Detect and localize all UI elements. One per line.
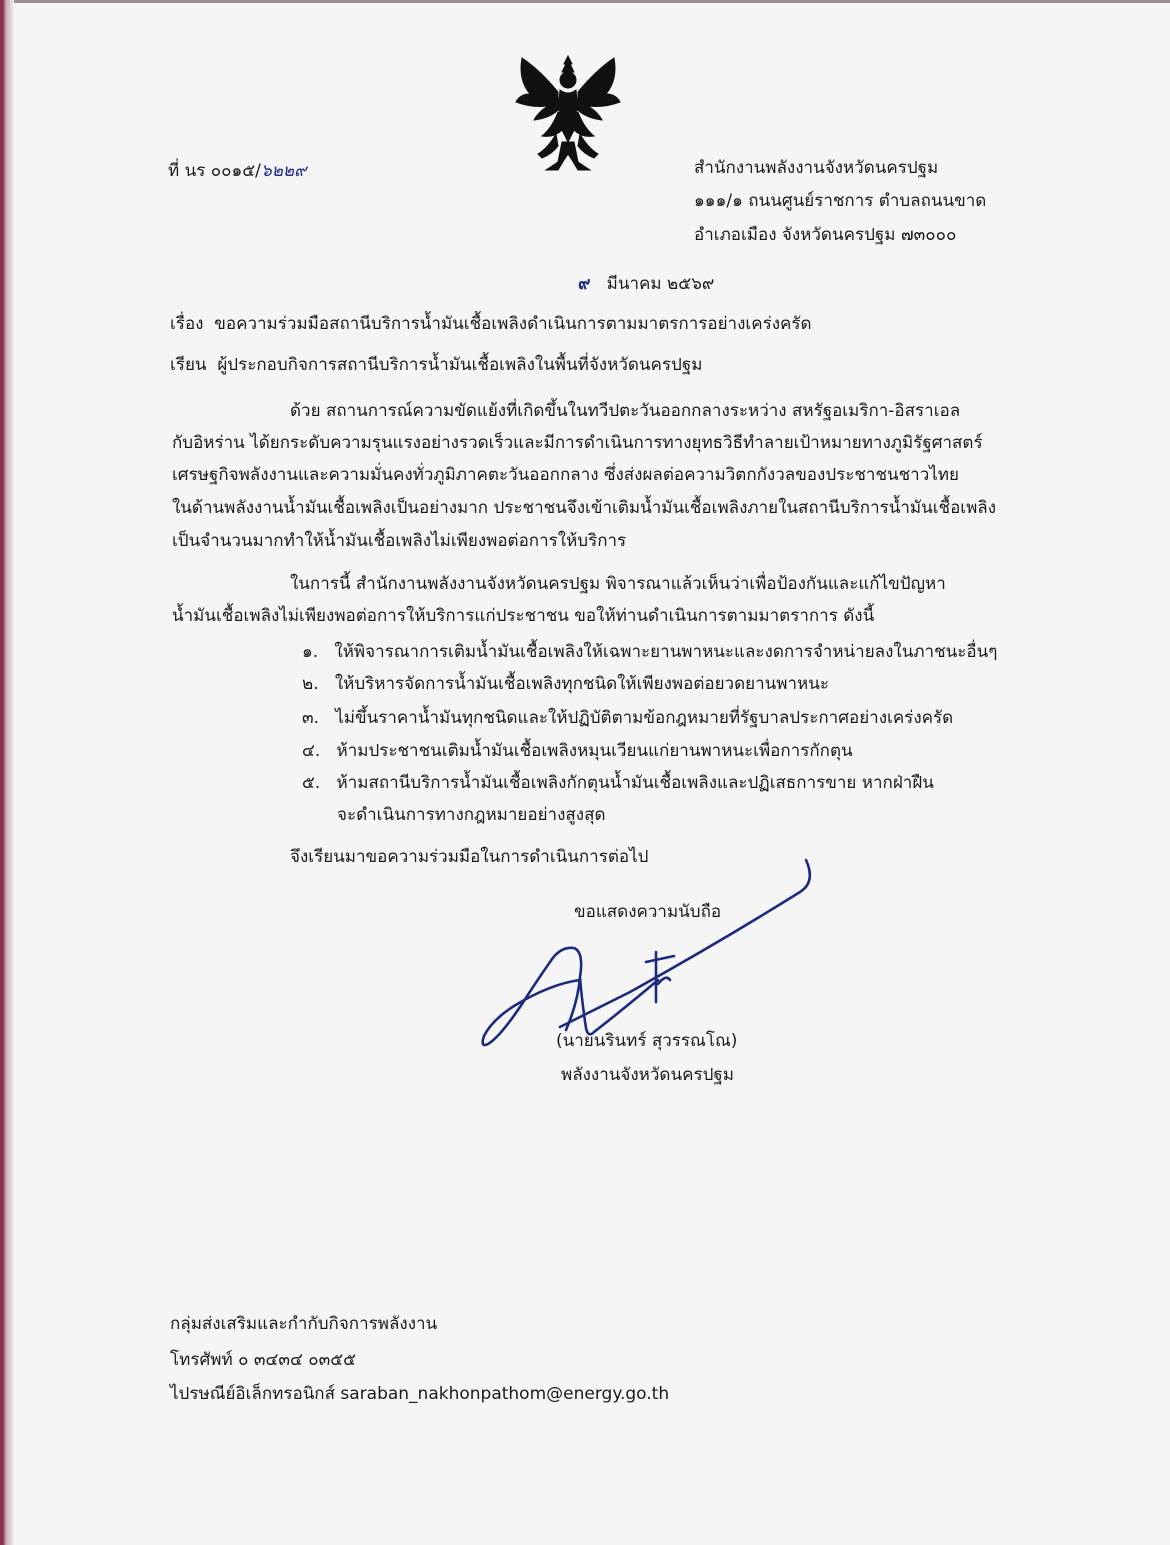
- footer-email: ไปรษณีย์อิเล็กทรอนิกส์ saraban_nakhonpathom@energy.go.th: [170, 1384, 670, 1404]
- paragraph1-line: เศรษฐกิจพลังงานและความมั่นคงทั่วภูมิภาคตะวันออกกลาง ซึ่งส่งผลต่อความวิตกกังวลของประชาชนชาวไทย: [172, 465, 959, 485]
- measure-number: ๑.: [302, 642, 319, 662]
- measure-item: [302, 772, 934, 794]
- paragraph1-line: เป็นจำนวนมากทำให้น้ำมันเชื้อเพลิงไม่เพียงพอต่อการให้บริการ: [172, 531, 627, 551]
- salutation: ขอแสดงความนับถือ: [574, 902, 722, 922]
- office-name: สำนักงานพลังงานจังหวัดนครปฐม: [694, 158, 939, 178]
- measure-number: ๔.: [302, 741, 321, 761]
- letter-date: [578, 273, 714, 295]
- recipient-text: ผู้ประกอบกิจการสถานีบริการน้ำมันเชื้อเพลิงในพื้นที่จังหวัดนครปฐม: [217, 355, 703, 375]
- paragraph2-line: ในการนี้ สำนักงานพลังงานจังหวัดนครปฐม พิจารณาแล้วเห็นว่าเพื่อป้องกันและแก้ไขปัญหา: [290, 574, 946, 594]
- measure-item: [302, 641, 997, 663]
- measure-text: ไม่ขึ้นราคาน้ำมันทุกชนิดและให้ปฏิบัติตามข้อกฎหมายที่รัฐบาลประกาศอย่างเคร่งครัด: [335, 708, 954, 728]
- date-month-year: มีนาคม ๒๕๖๙: [606, 274, 715, 294]
- subject-text: ขอความร่วมมือสถานีบริการน้ำมันเชื้อเพลิงดำเนินการตามมาตรการอย่างเคร่งครัด: [214, 314, 812, 334]
- measure-item: [302, 707, 953, 729]
- footer-division: กลุ่มส่งเสริมและกำกับกิจการพลังงาน: [170, 1314, 438, 1334]
- measure-number: ๕.: [302, 773, 321, 793]
- signatory-position: พลังงานจังหวัดนครปฐม: [561, 1065, 734, 1085]
- paragraph1-line: กับอิหร่าน ได้ยกระดับความรุนแรงอย่างรวดเร็วและมีการดำเนินการทางยุทธวิธีทำลายเป้าหมายทางภูมิรัฐศาสตร์: [172, 433, 983, 453]
- office-address-line1: ๑๑๑/๑ ถนนศูนย์ราชการ ตำบลถนนขาด: [694, 191, 987, 211]
- subject-line: [170, 313, 812, 335]
- paragraph1-line: ด้วย สถานการณ์ความขัดแย้งที่เกิดขึ้นในทวีปตะวันออกกลางระหว่าง สหรัฐอเมริกา-อิสราเอล: [290, 401, 961, 421]
- measure-text: ให้พิจารณาการเติมน้ำมันเชื้อเพลิงให้เฉพาะยานพาหนะและงดการจำหน่ายลงในภาชนะอื่นๆ: [334, 642, 998, 662]
- recipient-label: เรียน: [170, 355, 207, 375]
- paragraph1-line: ในด้านพลังงานน้ำมันเชื้อเพลิงเป็นอย่างมาก ประชาชนจึงเข้าเติมน้ำมันเชื้อเพลิงภายในสถานีบริการน้ำมันเชื้อเพลิง: [172, 498, 997, 518]
- office-address-line2: อำเภอเมือง จังหวัดนครปฐม ๗๓๐๐๐: [694, 225, 957, 245]
- measure-number: ๒.: [302, 674, 319, 694]
- measure-number: ๓.: [302, 708, 320, 728]
- garuda-emblem: [512, 50, 624, 176]
- subject-label: เรื่อง: [170, 314, 204, 334]
- closing-request: จึงเรียนมาขอความร่วมมือในการดำเนินการต่อไป: [290, 847, 649, 867]
- document-number-label: ที่ นร ๐๐๑๕/: [168, 161, 261, 181]
- document-number-handwritten: ๖๒๒๙: [260, 161, 307, 181]
- measure-item: [302, 673, 829, 695]
- measure-item: [302, 740, 853, 762]
- footer-phone: โทรศัพท์ ๐ ๓๔๓๔ ๐๓๕๕: [170, 1350, 356, 1370]
- measure-text: ห้ามประชาชนเติมน้ำมันเชื้อเพลิงหมุนเวียนแก่ยานพาหนะเพื่อการกักตุน: [336, 741, 853, 761]
- recipient-line: [170, 354, 702, 376]
- measure-text: ห้ามสถานีบริการน้ำมันเชื้อเพลิงกักตุนน้ำมันเชื้อเพลิงและปฏิเสธการขาย หากฝ่าฝืน: [336, 773, 934, 793]
- paper-binding-edge: [0, 0, 14, 1545]
- signatory-name: (นายนรินทร์ สุวรรณโณ): [556, 1031, 738, 1051]
- measure-text: ให้บริหารจัดการน้ำมันเชื้อเพลิงทุกชนิดให้เพียงพอต่อยวดยานพาหนะ: [334, 674, 829, 694]
- date-day: ๙: [578, 274, 591, 294]
- measure5-continuation: จะดำเนินการทางกฎหมายอย่างสูงสุด: [337, 805, 606, 825]
- paragraph2-line: น้ำมันเชื้อเพลิงไม่เพียงพอต่อการให้บริการแก่ประชาชน ขอให้ท่านดำเนินการตามมาตราการ ดังนี้: [172, 606, 875, 626]
- document-number: [168, 160, 307, 182]
